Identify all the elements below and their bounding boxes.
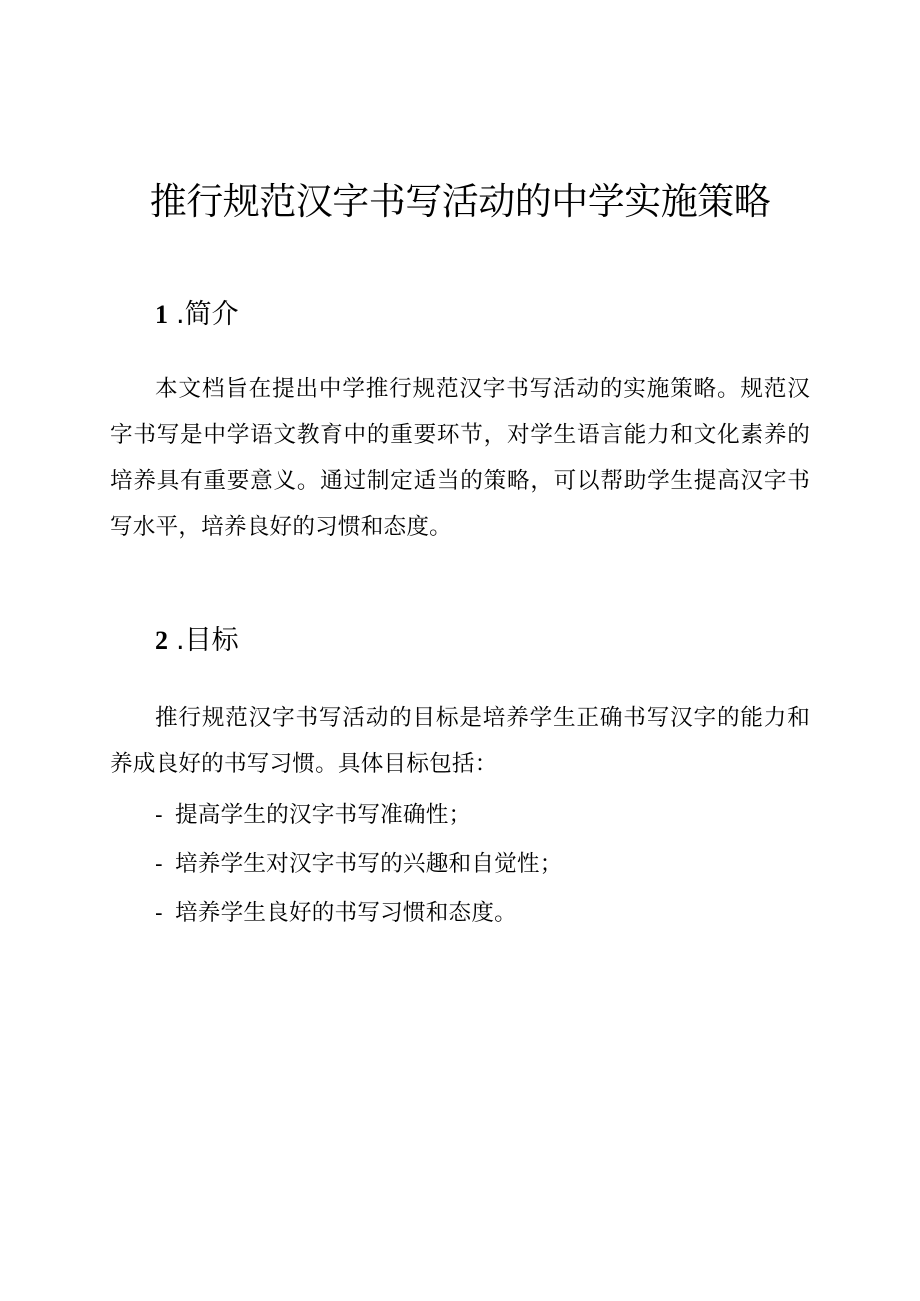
section-title: .目标 [176,625,239,656]
list-item-text: 提高学生的汉字书写准确性； [175,802,472,828]
intro-paragraph: 本文档旨在提出中学推行规范汉字书写活动的实施策略。规范汉字书写是中学语文教育中的重要环节，对学生语言能力和文化素养的培养具有重要意义。通过制定适当的策略，可以帮助学生提高汉字书写水平，培养良好的习惯和态度。 [110,376,810,540]
list-marker: - [155,851,163,877]
list-marker: - [155,900,163,926]
list-item [155,791,563,840]
list-item [155,889,563,938]
section-number: 1 [155,300,168,329]
goals-paragraph: 推行规范汉字书写活动的目标是培养学生正确书写汉字的能力和养成良好的书写习惯。具体目标包括： [110,705,810,777]
section-title: .简介 [176,299,239,330]
document-title: 推行规范汉字书写活动的中学实施策略 [149,180,771,223]
list-item-text: 培养学生对汉字书写的兴趣和自觉性； [175,851,563,877]
section-number: 2 [155,626,168,655]
list-item [155,840,563,889]
goals-list [155,791,563,938]
section-heading-goals [155,623,239,659]
list-marker: - [155,802,163,828]
section-heading-intro [155,297,239,333]
list-item-text: 培养学生良好的书写习惯和态度。 [175,900,517,926]
